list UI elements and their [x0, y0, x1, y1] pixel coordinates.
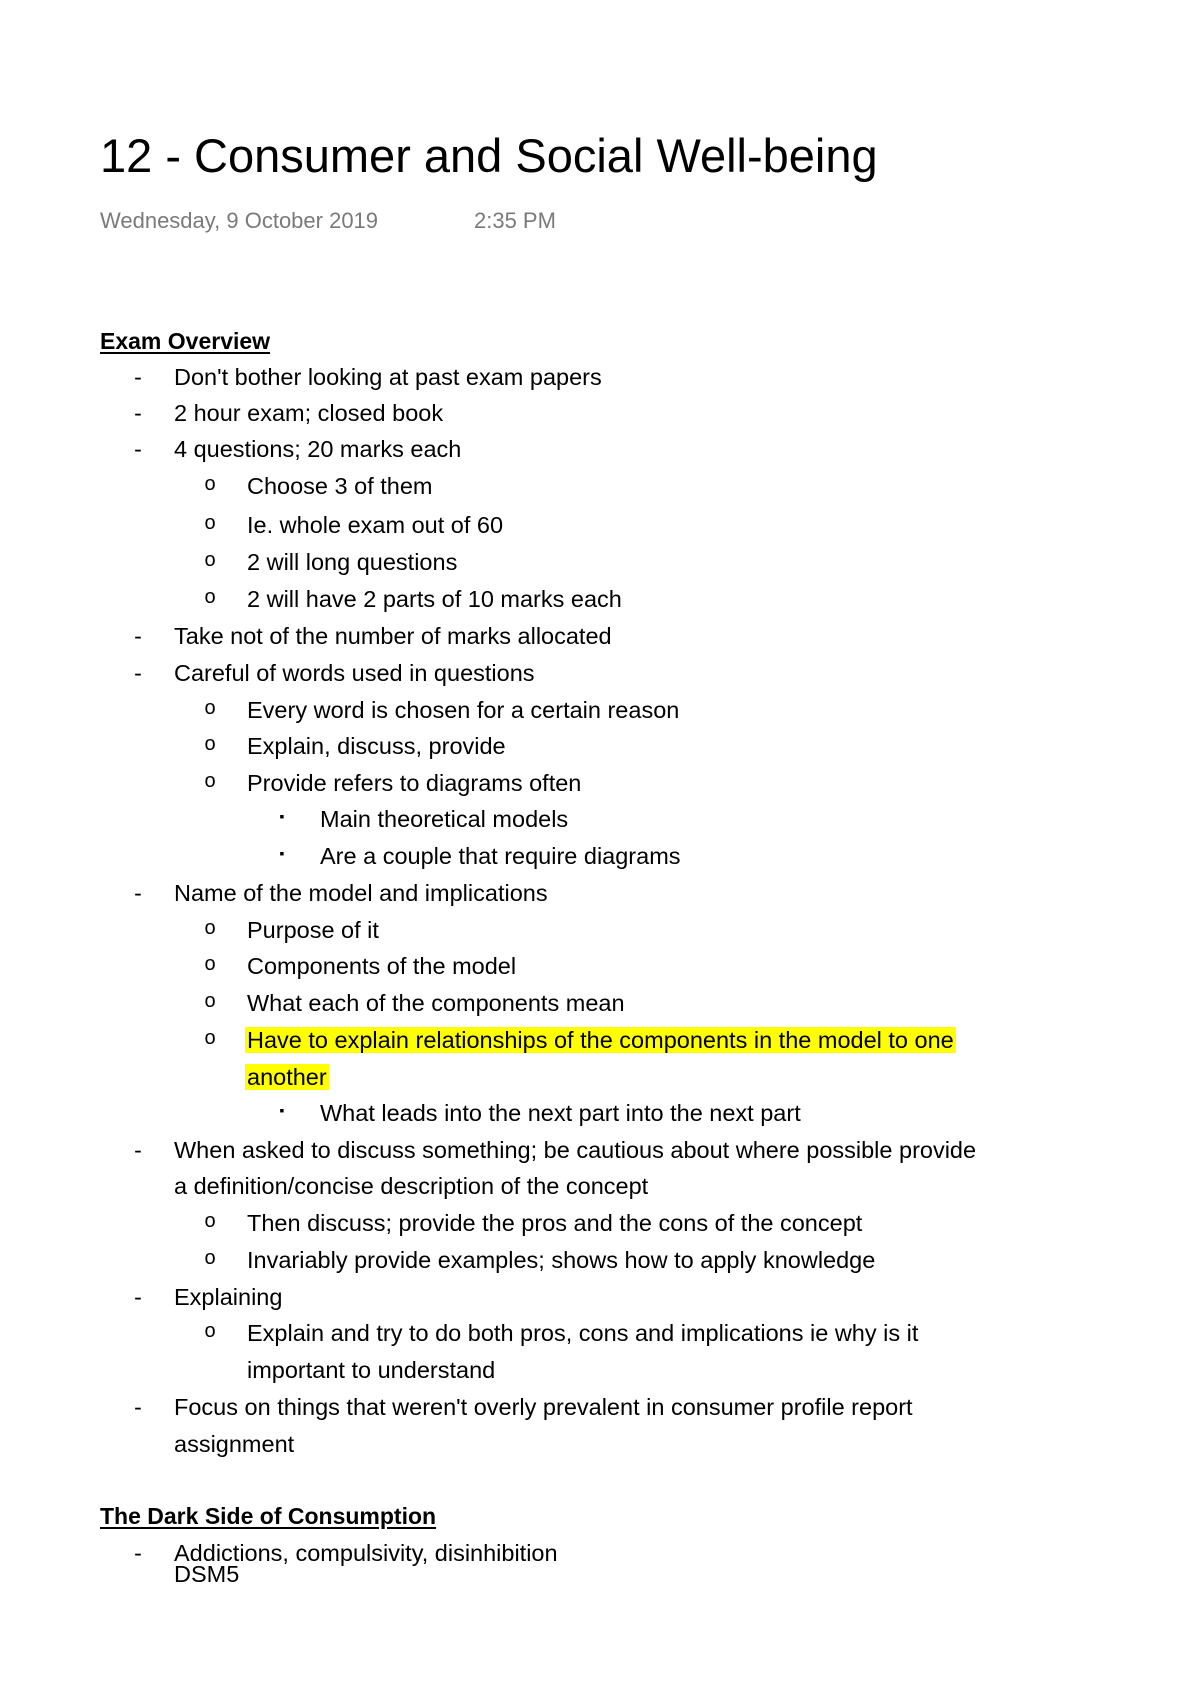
list-item: Components of the model: [247, 953, 517, 979]
cut-off-list-item: [174, 1561, 254, 1587]
circle-bullet: o: [204, 1247, 216, 1269]
list-item: Take not of the number of marks allocated: [174, 623, 612, 649]
circle-bullet: o: [204, 512, 216, 534]
circle-bullet: o: [204, 473, 216, 495]
square-bullet: ▪: [279, 845, 285, 861]
list-item: 2 will long questions: [247, 549, 458, 575]
list-item: 2 hour exam; closed book: [174, 400, 444, 426]
list-item: 2 will have 2 parts of 10 marks each: [247, 586, 622, 612]
note-time: 2:35 PM: [474, 208, 556, 233]
dash-bullet: -: [134, 400, 142, 426]
circle-bullet: o: [204, 1027, 216, 1049]
list-item: Purpose of it: [247, 917, 379, 943]
circle-bullet: o: [204, 697, 216, 719]
section-heading-dark-side: The Dark Side of Consumption: [100, 1503, 437, 1529]
list-item-continuation: assignment: [174, 1431, 295, 1457]
dash-bullet: -: [134, 1540, 142, 1566]
dash-bullet: -: [134, 660, 142, 686]
dash-bullet: -: [134, 880, 142, 906]
list-item-continuation: a definition/concise description of the concept: [174, 1173, 649, 1199]
list-item: Don't bother looking at past exam papers: [174, 364, 602, 390]
note-date: Wednesday, 9 October 2019: [100, 208, 379, 233]
square-bullet: ▪: [279, 1102, 285, 1118]
list-item: What leads into the next part into the next part: [320, 1100, 801, 1126]
circle-bullet: o: [204, 990, 216, 1012]
dash-bullet: -: [134, 1284, 142, 1310]
list-item: Addictions, compulsivity, disinhibition: [174, 1540, 558, 1566]
list-item: Then discuss; provide the pros and the cons of the concept: [247, 1210, 863, 1236]
circle-bullet: o: [204, 586, 216, 608]
list-item: 4 questions; 20 marks each: [174, 436, 462, 462]
list-item: Explaining: [174, 1284, 283, 1310]
circle-bullet: o: [204, 549, 216, 571]
list-item: When asked to discuss something; be cautious about where possible provide: [174, 1137, 977, 1163]
list-item: Explain and try to do both pros, cons and implications ie why is it: [247, 1320, 919, 1346]
list-item: Careful of words used in questions: [174, 660, 535, 686]
circle-bullet: o: [204, 733, 216, 755]
circle-bullet: o: [204, 917, 216, 939]
list-item: Name of the model and implications: [174, 880, 548, 906]
page-title: 12 - Consumer and Social Well-being: [100, 129, 878, 182]
dash-bullet: -: [134, 1394, 142, 1420]
list-item: What each of the components mean: [247, 990, 625, 1016]
list-item: Explain, discuss, provide: [247, 733, 506, 759]
section-heading-exam-overview: Exam Overview: [100, 328, 271, 354]
list-item: Are a couple that require diagrams: [320, 843, 681, 869]
highlighted-text: Have to explain relationships of the components in the model to one: [247, 1027, 954, 1053]
dash-bullet: -: [134, 623, 142, 649]
list-item: Choose 3 of them: [247, 473, 433, 499]
dash-bullet: -: [134, 436, 142, 462]
list-item: Every word is chosen for a certain reason: [247, 697, 680, 723]
list-item-highlighted: [247, 1027, 956, 1054]
list-item: Focus on things that weren't overly prevalent in consumer profile report: [174, 1394, 913, 1420]
square-bullet: ▪: [279, 808, 285, 824]
dash-bullet: -: [134, 1137, 142, 1163]
dash-bullet: -: [134, 364, 142, 390]
circle-bullet: o: [204, 770, 216, 792]
highlighted-text: another: [247, 1064, 327, 1090]
list-item: Ie. whole exam out of 60: [247, 512, 504, 538]
list-item-continuation: important to understand: [247, 1357, 496, 1383]
list-item: Main theoretical models: [320, 806, 569, 832]
list-item: Invariably provide examples; shows how to apply knowledge: [247, 1247, 876, 1273]
circle-bullet: o: [204, 953, 216, 975]
list-item: DSM5: [174, 1561, 240, 1587]
circle-bullet: o: [204, 1210, 216, 1232]
circle-bullet: o: [204, 1320, 216, 1342]
list-item-highlighted: [247, 1064, 329, 1091]
list-item: Provide refers to diagrams often: [247, 770, 582, 796]
